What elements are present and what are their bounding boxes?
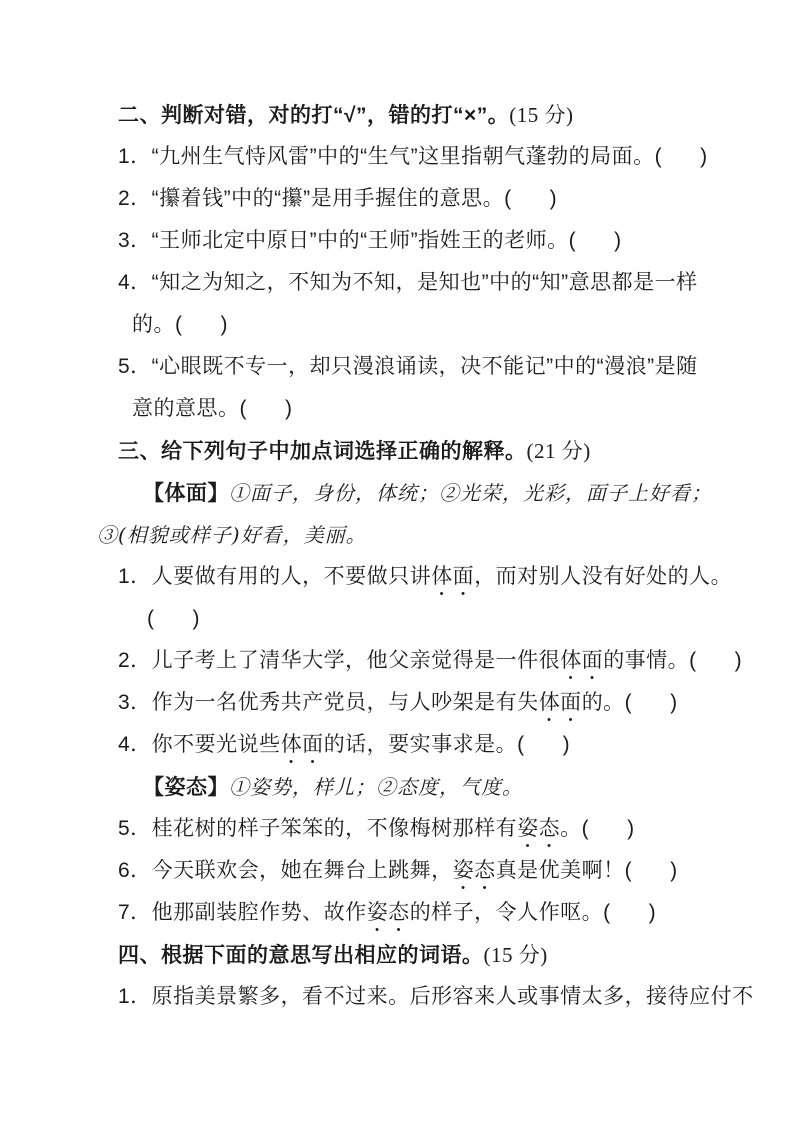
text-segment: 1．人要做有用的人，不要做只讲 bbox=[118, 565, 432, 588]
question-line bbox=[118, 178, 733, 220]
question-line bbox=[118, 640, 743, 682]
text-segment: 【体面】 bbox=[143, 482, 229, 505]
text-segment: 3．作为一名优秀共产党员，与人吵架是有失 bbox=[118, 691, 539, 714]
text-segment: 1．“九州生气恃风雷”中的“生气”这里指朝气蓬勃的局面。( ) bbox=[118, 145, 708, 168]
section-4-write-words bbox=[97, 934, 754, 1018]
text-segment: 4．“知之为知之，不知为不知，是知也”中的“知”意思都是一样 bbox=[118, 271, 698, 294]
question-line bbox=[118, 556, 733, 598]
question-line bbox=[118, 850, 733, 892]
document-body bbox=[97, 94, 754, 1018]
text-segment: 的样子，令人作呕。( ) bbox=[409, 901, 657, 924]
text-segment: 2．“攥着钱”中的“攥”是用手握住的意思。( ) bbox=[118, 187, 558, 210]
text-segment: (15 分) bbox=[483, 943, 548, 967]
question-line bbox=[118, 808, 733, 850]
text-segment: 四、根据下面的意思写出相应的词语。 bbox=[118, 944, 484, 967]
answer-blank-line bbox=[147, 598, 733, 640]
text-segment: 真是优美啊！( ) bbox=[495, 859, 678, 882]
section-3-word-explanation bbox=[97, 430, 743, 934]
text-segment: 6．今天联欢会，她在舞台上跳舞， bbox=[118, 859, 453, 882]
question-line bbox=[118, 262, 733, 304]
section-2-true-false bbox=[97, 94, 733, 430]
text-segment: 的话，要实事求是。( ) bbox=[323, 733, 571, 756]
emphasized-word: 体面 bbox=[560, 649, 604, 672]
text-segment: 的。( ) bbox=[132, 313, 228, 336]
text-segment: ①面子，身份，体统；②光荣，光彩，面子上好看； bbox=[229, 481, 712, 505]
text-segment: 的。( ) bbox=[581, 691, 678, 714]
question-line bbox=[118, 976, 754, 1018]
question-line bbox=[118, 136, 733, 178]
text-segment: 5．“心眼既不专一，却只漫浪诵读，决不能记”中的“漫浪”是随 bbox=[118, 355, 698, 378]
section-heading bbox=[118, 94, 733, 136]
definition-line bbox=[143, 766, 733, 808]
text-segment: 4．你不要光说些 bbox=[118, 733, 281, 756]
text-segment: 。( ) bbox=[560, 817, 635, 840]
emphasized-word: 姿态 bbox=[366, 901, 410, 924]
text-segment: 意的意思。( ) bbox=[132, 397, 293, 420]
emphasized-word: 体面 bbox=[280, 733, 324, 756]
text-segment: 1．原指美景繁多，看不过来。后形容来人或事情太多，接待应付不 bbox=[118, 985, 754, 1008]
text-segment: ①姿势，样儿；②态度，气度。 bbox=[229, 775, 523, 799]
section-heading bbox=[118, 934, 733, 976]
emphasized-word: 体面 bbox=[431, 565, 475, 588]
text-segment: 三、给下列句子中加点词选择正确的解释。 bbox=[118, 440, 527, 463]
text-segment: 【姿态】 bbox=[143, 776, 229, 799]
text-segment: 7．他那副装腔作势、故作 bbox=[118, 901, 367, 924]
text-segment: ( ) bbox=[147, 607, 200, 630]
text-segment: 3．“王师北定中原日”中的“王师”指姓王的老师。( ) bbox=[118, 229, 622, 252]
text-segment: 的事情。( ) bbox=[603, 649, 743, 672]
question-line bbox=[118, 682, 733, 724]
text-segment: ，而对别人没有好处的人。 bbox=[474, 565, 733, 588]
definition-line bbox=[143, 472, 733, 514]
question-line bbox=[118, 346, 733, 388]
question-line bbox=[118, 220, 733, 262]
text-segment: (21 分) bbox=[526, 439, 591, 463]
text-segment: (15 分) bbox=[509, 103, 574, 127]
text-segment: 2．儿子考上了清华大学，他父亲觉得是一件很 bbox=[118, 649, 561, 672]
emphasized-word: 体面 bbox=[538, 691, 582, 714]
definition-continuation-line bbox=[97, 514, 733, 556]
question-line bbox=[118, 892, 733, 934]
question-line bbox=[118, 724, 733, 766]
emphasized-word: 姿态 bbox=[452, 859, 496, 882]
question-continuation-line bbox=[132, 388, 733, 430]
question-continuation-line bbox=[132, 304, 733, 346]
text-segment: ③(相貌或样子)好看，美丽。 bbox=[97, 523, 367, 547]
emphasized-word: 姿态 bbox=[517, 817, 561, 840]
text-segment: 二、判断对错，对的打“√”，错的打“×”。 bbox=[118, 104, 510, 127]
text-segment: 5．桂花树的样子笨笨的，不像梅树那样有 bbox=[118, 817, 518, 840]
section-heading bbox=[118, 430, 733, 472]
